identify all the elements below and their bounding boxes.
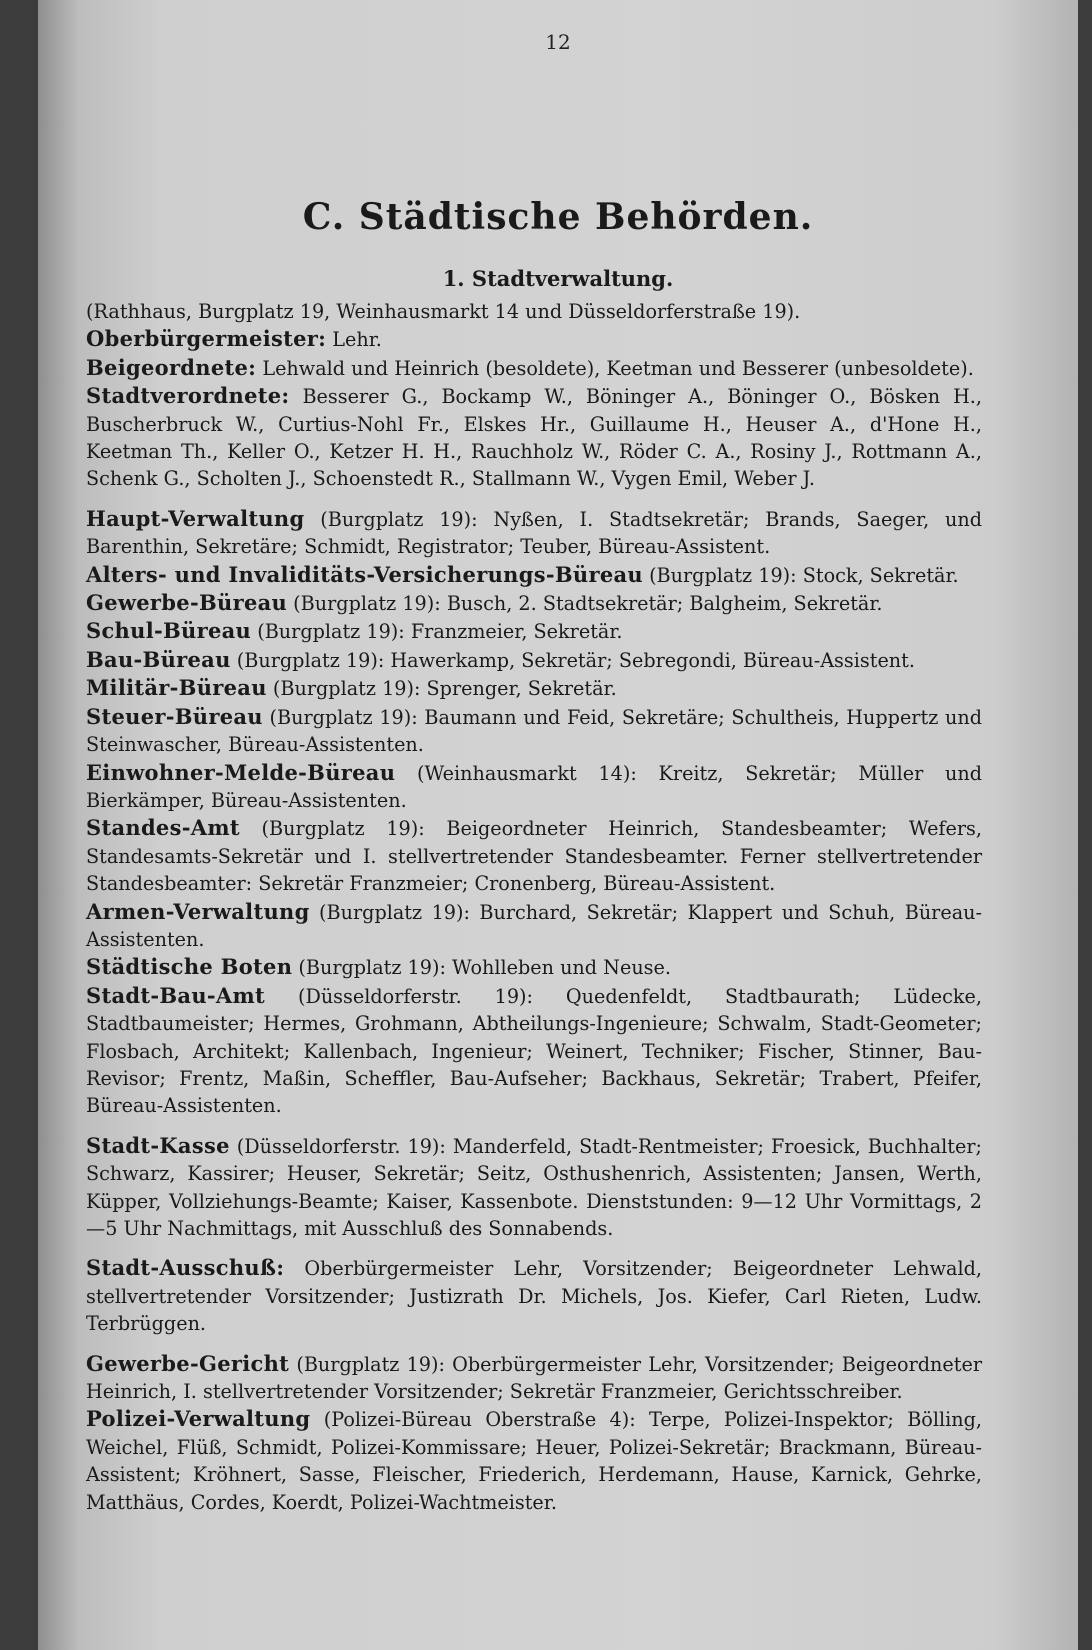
entry-head: Gewerbe-Büreau [86, 590, 288, 616]
entry-head: Bau-Büreau [86, 646, 231, 672]
entry-einwohner-melde-bureau [86, 759, 982, 815]
page-number: 12 [545, 30, 571, 54]
entry-text: Lehr. [326, 328, 382, 352]
entry-head: Haupt-Verwaltung [86, 505, 305, 531]
entry-head: Standes-Amt [86, 815, 240, 841]
section-title: C. Städtische Behörden. [302, 196, 814, 238]
entry-head: Städtische Boten [86, 954, 293, 980]
entry-text: Oberbürgermeister Lehr, Vorsitzender; Beigeordneter Lehwald, stellvertretender Vorsitzender; Justizrath Dr. Michels, Jos. Kiefer, Carl Rieten, Ludw. Terbrüggen. [86, 1257, 982, 1336]
entry-text: (Burgplatz 19): Burchard, Sekretär; Klappert und Schuh, Büreau-Assistenten. [86, 900, 982, 951]
entry-stadtverordnete [86, 382, 982, 493]
entry-text: Besserer G., Bockamp W., Böninger A., Böninger O., Bösken H., Buscherbruck W., Curtius-Nohl Fr., Elskes Hr., Guillaume H., Heuser A., d'Hone H., Keetman Th., Keller O., Ketzer H. H., Rauchholz W., Röder C. A., Rosiny J., Rottmann A., Schenk G., Scholten J., Schoenstedt R., Stallmann W., Vygen Emil, Weber J. [86, 385, 982, 491]
entry-head: Oberbürgermeister: [86, 326, 327, 352]
entry-head: Schul-Büreau [86, 618, 252, 644]
entry-text: (Burgplatz 19): Wohlleben und Neuse. [292, 956, 671, 980]
entry-text: (Burgplatz 19): Franzmeier, Sekretär. [251, 620, 623, 644]
entry-gewerbe-gericht [86, 1350, 982, 1406]
entry-text: (Burgplatz 19): Oberbürgermeister Lehr, Vorsitzender; Beigeordneter Heinrich, I. stellvertretender Vorsitzender; Sekretär Franzmeier, Gerichtsschreiber. [86, 1352, 982, 1404]
entry-head: Stadt-Bau-Amt [86, 982, 266, 1008]
entry-text: (Burgplatz 19): Beigeordneter Heinrich, Standesbeamter; Wefers, Standesamts-Sekretär und I. stellvertretender Standesbeamter. Ferner stellvertretender Standesbeamter: Sekretär Franzmeier; Cronenberg, Büreau-Assistent. [86, 817, 982, 896]
entry-militaer-bureau [86, 674, 982, 702]
entry-alters-invaliditaets-bureau [86, 561, 982, 589]
entry-haupt-verwaltung [86, 505, 982, 561]
entry-head: Armen-Verwaltung [86, 898, 310, 924]
entry-beigeordnete [86, 354, 982, 382]
entry-text: (Weinhausmarkt 14): Kreitz, Sekretär; Müller und Bierkämper, Büreau-Assistenten. [86, 761, 982, 812]
entry-stadt-ausschuss [86, 1254, 982, 1337]
entry-bau-bureau [86, 646, 982, 674]
entry-head: Steuer-Büreau [86, 703, 263, 729]
entry-head: Stadt-Ausschuß: [86, 1255, 285, 1281]
entry-standes-amt [86, 814, 982, 897]
entry-text: (Düsseldorferstr. 19): Quedenfeldt, Stadtbaurath; Lüdecke, Stadtbaumeister; Hermes, Grohmann, Abtheilungs-Ingenieure; Schwalm, Stadt-Geometer; Flosbach, Architekt; Kallenbach, Ingenieur; Weinert, Techniker; Fischer, Stinner, Bau-Revisor; Frentz, Maßin, Scheffler, Bau-Aufseher; Backhaus, Sekretär; Trabert, Pfeifer, Büreau-Assistenten. [86, 984, 982, 1118]
entry-text: (Burgplatz 19): Nyßen, I. Stadtsekretär; Brands, Saeger, und Barenthin, Sekretäre; Schmidt, Registrator; Teuber, Büreau-Assistent. [86, 507, 982, 559]
entry-schul-bureau [86, 617, 982, 645]
entry-text: (Burgplatz 19): Busch, 2. Stadtsekretär; Balgheim, Sekretär. [287, 592, 883, 616]
entry-text: (Burgplatz 19): Hawerkamp, Sekretär; Sebregondi, Büreau-Assistent. [230, 648, 915, 672]
entry-staedtische-boten [86, 953, 982, 981]
entry-text: (Burgplatz 19): Baumann und Feid, Sekretäre; Schultheis, Huppertz und Steinwascher, Büreau-Assistenten. [86, 705, 982, 757]
directory-content [86, 298, 982, 1516]
entry-head: Polizei-Verwaltung [86, 1406, 311, 1432]
entry-stadt-bau-amt [86, 982, 982, 1120]
entry-oberbuergermeister [86, 325, 982, 353]
entry-stadt-kasse [86, 1132, 982, 1243]
entry-text: (Düsseldorferstr. 19): Manderfeld, Stadt-Rentmeister; Froesick, Buchhalter; Schwarz, Kassirer; Heuser, Sekretär; Seitz, Osthushenrich, Assistenten; Jansen, Werth, Küpper, Vollziehungs-Beamte; Kaiser, Kassenbote. Dienststunden: 9—12 Uhr Vormittags, 2—5 Uhr Nachmittags, mit Ausschluß des Sonnabends. [86, 1134, 982, 1240]
entry-head: Einwohner-Melde-Büreau [86, 759, 396, 785]
entry-armen-verwaltung [86, 898, 982, 954]
entry-text: Lehwald und Heinrich (besoldete), Keetman und Besserer (unbesoldete). [256, 356, 974, 380]
entry-text: (Burgplatz 19): Sprenger, Sekretär. [266, 677, 617, 701]
entry-head: Stadt-Kasse [86, 1132, 230, 1158]
document-page [38, 0, 1078, 1650]
subsection-title: 1. Stadtverwaltung. [442, 266, 674, 291]
entry-gewerbe-bureau [86, 589, 982, 617]
entry-head: Militär-Büreau [86, 675, 267, 701]
entry-text: (Polizei-Büreau Oberstraße 4): Terpe, Polizei-Inspektor; Bölling, Weichel, Flüß, Schmidt, Polizei-Kommissare; Heuer, Polizei-Sekretär; Brackmann, Büreau-Assistent; Kröhnert, Sasse, Fleischer, Friederich, Herdemann, Hause, Karnick, Gehrke, Matthäus, Cordes, Koerdt, Polizei-Wachtmeister. [86, 1408, 982, 1514]
entry-head: Stadtverordnete: [86, 383, 290, 409]
entry-head: Alters- und Invaliditäts-Versicherungs-Büreau [86, 561, 643, 587]
entry-head: Beigeordnete: [86, 354, 257, 380]
address-line: (Rathhaus, Burgplatz 19, Weinhausmarkt 14 und Düsseldorferstraße 19). [86, 300, 801, 323]
entry-polizei-verwaltung [86, 1405, 982, 1516]
entry-text: (Burgplatz 19): Stock, Sekretär. [642, 563, 959, 587]
entry-head: Gewerbe-Gericht [86, 1350, 290, 1376]
entry-steuer-bureau [86, 703, 982, 759]
